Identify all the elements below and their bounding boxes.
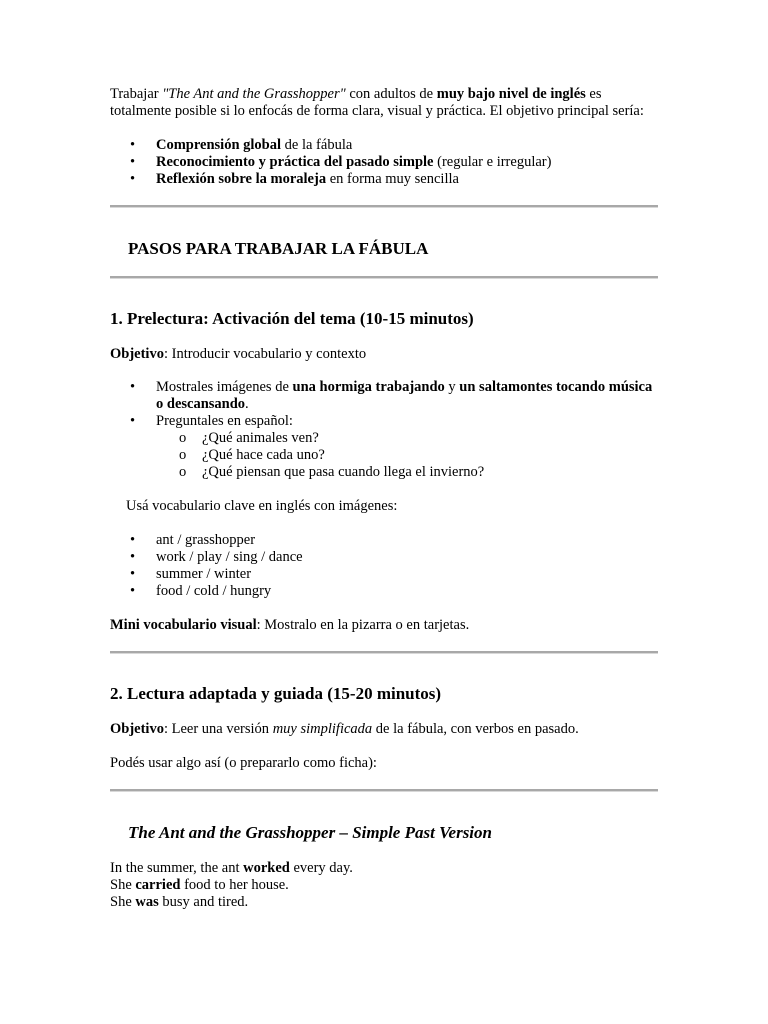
divider xyxy=(110,651,658,654)
questions-list xyxy=(110,430,658,481)
list-item: • work / play / sing / dance xyxy=(110,549,658,566)
intro-paragraph xyxy=(110,86,658,120)
story-title: The Ant and the Grasshopper – Simple Past Version xyxy=(128,823,492,842)
section1-heading: 1. Prelectura: Activación del tema (10-15 minutos) xyxy=(110,309,474,328)
intro-title-italic: "The Ant and the Grasshopper" xyxy=(162,86,346,102)
intro-bold: muy bajo nivel de inglés xyxy=(436,86,586,102)
list-item: • Reconocimiento y práctica del pasado simple (regular e irregular) xyxy=(110,154,658,171)
section2-objective: Objetivo: Leer una versión muy simplificada de la fábula, con verbos en pasado. xyxy=(110,721,579,737)
section1-list xyxy=(110,379,658,481)
divider xyxy=(110,276,658,279)
list-item: • Preguntales en español: o ¿Qué animales ven? o ¿Qué hace cada uno? o ¿Qué piensan que pasa cuando llega el invierno? xyxy=(110,413,658,481)
list-item: • Comprensión global de la fábula xyxy=(110,137,658,154)
intro-text: es totalmente posible si lo enfocás de forma clara, visual y práctica. El objetivo principal sería: xyxy=(110,86,644,119)
list-item: o ¿Qué hace cada uno? xyxy=(110,447,658,464)
list-item: • Reflexión sobre la moraleja en forma muy sencilla xyxy=(110,171,658,188)
vocab-list xyxy=(110,532,658,600)
list-item: • summer / winter xyxy=(110,566,658,583)
main-heading: PASOS PARA TRABAJAR LA FÁBULA xyxy=(128,239,429,258)
story-line: In the summer, the ant worked every day. xyxy=(110,860,353,876)
list-item: • Mostrales imágenes de una hormiga trabajando y un saltamontes tocando música o descansando. xyxy=(110,379,658,413)
list-item: o ¿Qué piensan que pasa cuando llega el invierno? xyxy=(110,464,658,481)
story-text xyxy=(110,860,658,911)
list-item: o ¿Qué animales ven? xyxy=(110,430,658,447)
section1-objective: Objetivo: Introducir vocabulario y contexto xyxy=(110,346,367,362)
divider xyxy=(110,789,658,792)
intro-text: Trabajar xyxy=(110,86,163,102)
objectives-list xyxy=(110,137,658,188)
document-content xyxy=(110,86,658,911)
mini-vocab-note: Mini vocabulario visual: Mostralo en la pizarra o en tarjetas. xyxy=(110,617,470,633)
section2-heading: 2. Lectura adaptada y guiada (15-20 minutos) xyxy=(110,684,442,703)
vocab-intro: Usá vocabulario clave en inglés con imágenes: xyxy=(126,498,398,514)
list-item: • ant / grasshopper xyxy=(110,532,658,549)
intro-text: con adultos de xyxy=(345,86,437,102)
story-line: She was busy and tired. xyxy=(110,894,249,910)
story-line: She carried food to her house. xyxy=(110,877,289,893)
section2-note: Podés usar algo así (o prepararlo como ficha): xyxy=(110,755,377,771)
divider xyxy=(110,205,658,208)
list-item: • food / cold / hungry xyxy=(110,583,658,600)
